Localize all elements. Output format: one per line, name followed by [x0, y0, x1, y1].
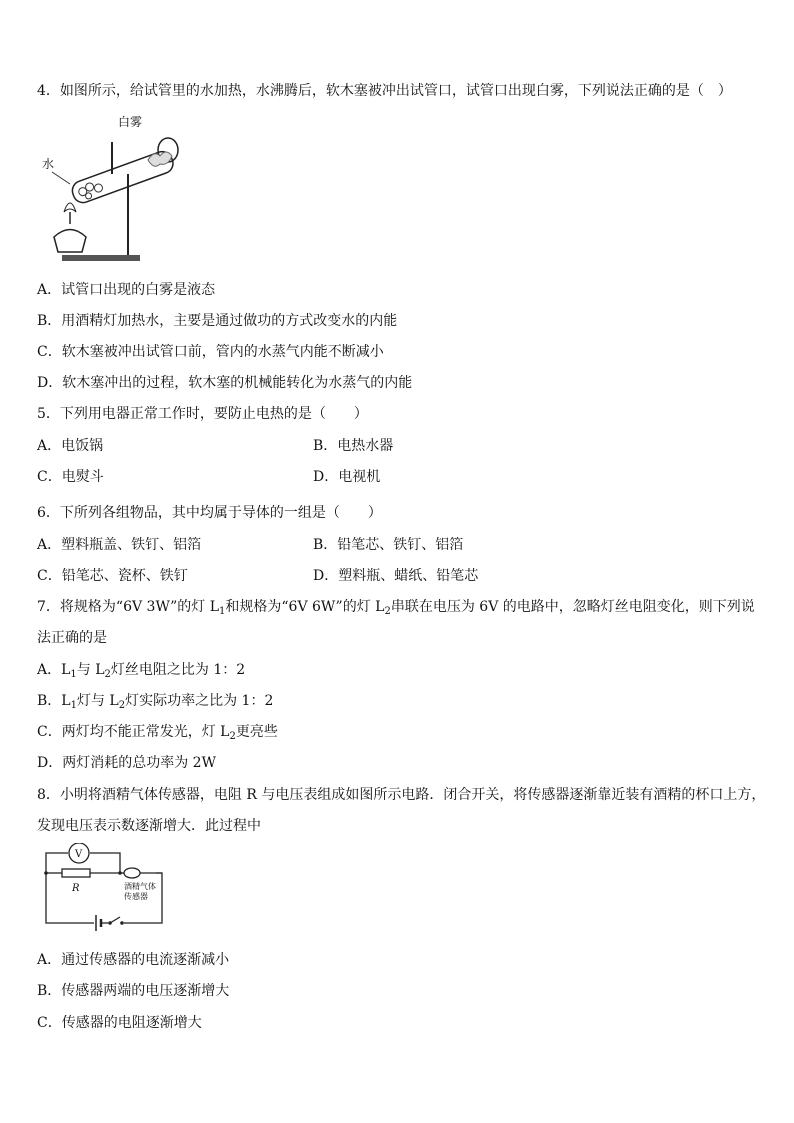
q7-stem: 7．将规格为“6V 3W”的灯 $L_1$和规格为“6V 6W”的灯 $L_2$串联在电压为 6V 的电路中，忽略灯丝电阻变化，则下列说 [37, 599, 755, 617]
q8-option-c: C．传感器的电阻逐渐增大 [37, 1015, 202, 1031]
q4-option-a: A．试管口出现的白雾是液态 [37, 282, 216, 298]
resistor-r [62, 869, 90, 877]
q7-stem-line2: 法正确的是 [37, 630, 107, 646]
q5-option-b: B．电热水器 [313, 438, 394, 454]
stand-base [62, 255, 140, 261]
q8-circuit-figure [40, 843, 166, 933]
q5-option-d: D．电视机 [313, 469, 381, 485]
q6-option-a: A．塑料瓶盖、铁钉、铝箔 [37, 537, 202, 553]
q8-option-b: B．传感器两端的电压逐渐增大 [37, 983, 230, 999]
q5-option-c: C．电熨斗 [37, 469, 104, 485]
q7-option-c: C．两灯均不能正常发光，灯 $L_2$更亮些 [37, 724, 278, 742]
q7-option-b: B．$L_1$灯与 $L_2$灯实际功率之比为 1：2 [37, 693, 274, 711]
q4-option-b: B．用酒精灯加热水，主要是通过做功的方式改变水的内能 [37, 313, 398, 329]
q4-figure [40, 112, 190, 264]
q5-stem: 5．下列用电器正常工作时，要防止电热的是（ ） [37, 406, 368, 422]
q7-option-a: A．$L_1$与 $L_2$灯丝电阻之比为 1：2 [37, 662, 246, 680]
q5-option-a: A．电饭锅 [37, 438, 104, 454]
wire-bottom-left [46, 873, 94, 923]
label-water: 水 [42, 157, 55, 171]
alcohol-sensor [124, 868, 140, 878]
q4-option-c: C．软木塞被冲出试管口前，管内的水蒸气内能不断减小 [37, 344, 384, 360]
label-fog: 白雾 [118, 115, 143, 129]
q8-option-a: A．通过传感器的电流逐渐减小 [37, 952, 230, 968]
voltmeter-label: V [75, 849, 83, 860]
resistor-label: R [72, 883, 80, 894]
q6-option-b: B．铅笔芯、铁钉、铝箔 [313, 537, 464, 553]
q4-stem: 4．如图所示，给试管里的水加热，水沸腾后，软木塞被冲出试管口，试管口出现白雾，下列说法正确的是（ ） [37, 83, 732, 99]
q6-stem: 6．下所列各组物品，其中均属于导体的一组是（ ） [37, 505, 382, 521]
q8-stem-line2: 发现电压表示数逐渐增大．此过程中 [37, 818, 261, 834]
q8-stem: 8．小明将酒精气体传感器，电阻 R 与电压表组成如图所示电路．闭合开关，将传感器逐渐靠近装有酒精的杯口上方， [37, 787, 766, 803]
q6-option-d: D．塑料瓶、蜡纸、铅笔芯 [313, 568, 479, 584]
sensor-label-1: 酒精气体 [124, 882, 156, 891]
q4-option-d: D．软木塞冲出的过程，软木塞的机械能转化为水蒸气的内能 [37, 375, 413, 391]
sensor-label-2: 传感器 [124, 892, 148, 901]
q7-option-d: D．两灯消耗的总功率为 2W [37, 755, 216, 771]
flame-icon [64, 203, 76, 212]
q6-option-c: C．铅笔芯、瓷杯、铁钉 [37, 568, 188, 584]
alcohol-lamp [54, 230, 86, 253]
